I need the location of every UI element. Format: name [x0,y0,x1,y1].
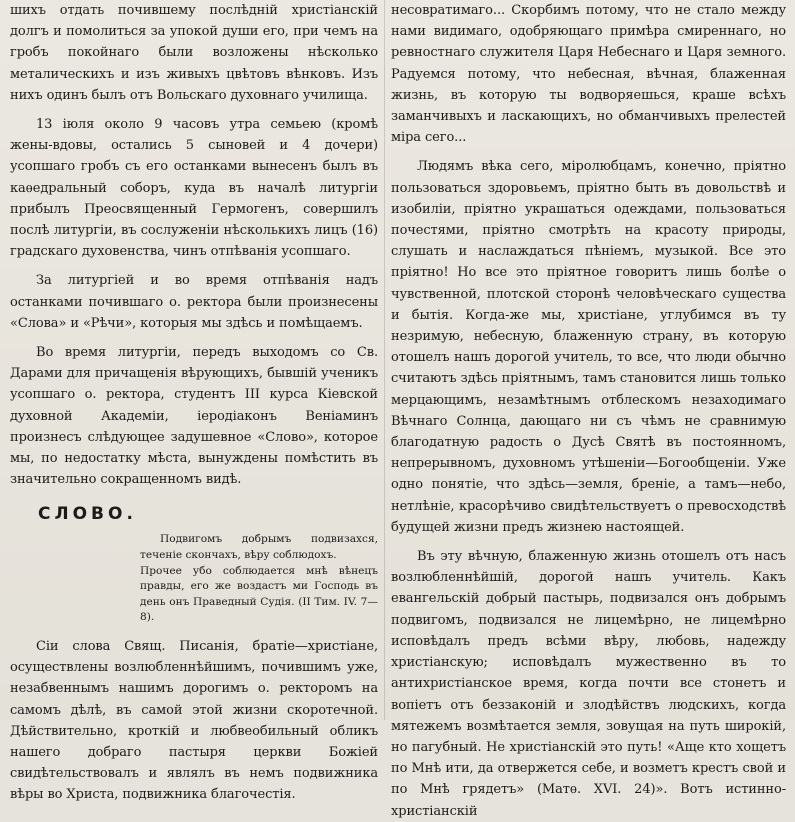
paragraph-funeral-procession: 13 іюля около 9 часовъ утра семьею (кромѣ жены-вдовы, остались 5 сыновей и 4 дочери) усопшаго гробъ съ его останками вынесенъ былъ въ каѳедральный соборъ, куда въ началѣ литургіи прибылъ Преосвященный Гермогенъ, совершилъ послѣ литургіи, въ сослуженіи нѣсколькихъ лицъ (16) градскаго духовенства, чинъ отпѣванія усопшаго. [10,117,378,260]
epigraph-continuation: Прочее убо соблюдается мнѣ вѣнецъ правды, его же воздастъ ми Господь въ день онъ Праведный Судія. (II Тим. IV. 7—8). [140,564,378,624]
epigraph-first-line: Подвигомъ добрымъ подвизахся, теченіе скончахъ, вѣру соблюдохъ. [140,533,378,562]
sermon-heading: СЛОВО. [38,504,137,525]
left-column [10,0,378,806]
right-column [391,0,786,822]
paragraph-sermon-opening: Сіи слова Свящ. Писанія, братіе—христіане, осуществлены возлюбленнѣйшимъ, почившимъ уже, незабвеннымъ нашимъ дорогимъ о. ректоромъ на самомъ дѣлѣ, въ самой этой жизни скоротечной. Дѣйствительно, кроткій и любвеобильный обликъ нашего добраго пастыря церкви Божіей свидѣтельствовалъ и являлъ въ немъ подвижника вѣры во Христа, подвижника благочестія. [10,639,378,803]
paragraph-worldly-pleasures: Людямъ вѣка сего, міролюбцамъ, конечно, пріятно пользоваться здоровьемъ, пріятно быть въ довольствѣ и изобиліи, пріятно украшаться одеждами, пользоваться почестями, пріятно смотрѣть на красоту природы, слушать и наслаждаться пѣніемъ, музыкой. Все это пріятно! Но все это пріятное говоритъ лишь болѣе о чувственной, плотской сторонѣ человѣческаго существа и бытія. Когда-же мы, христіане, углубимся въ ту незримую, небесную, блаженную страну, въ которую отошелъ нашъ дорогой учитель, то все, что люди обычно считаютъ здѣсь пріятнымъ, тамъ становится лишь только мерцающимъ, незамѣтнымъ отблескомъ незаходимаго Вѣчнаго Солнца, дающаго ни съ чѣмъ не сравнимую благодатную радость о Дусѣ Святѣ въ постоянномъ, непрерывномъ, духовномъ утѣшеніи—Богообщеніи. Уже одно понятіе, что здѣсь—земля, бреніе, а тамъ—небо, нетлѣніе, красорѣчиво свидѣтельствуетъ о превосходствѣ будущей жизни предъ жизнею настоящей. [391,159,786,535]
paragraph-sorrow-joy: несовратимаго... Скорбимъ потому, что не стало между нами видимаго, одобряющаго примѣра смиреннаго, но ревностнаго служителя Царя Небеснаго и Царя земного. Радуемся потому, что небесная, вѣчная, блаженная жизнь, въ которую ты водворяешься, краше всѣхъ заманчивыхъ и ласкающихъ, но обманчивыхъ прелестей міра сего... [391,3,786,146]
paragraph-funeral-wreaths: шихъ отдать почившему послѣдній христіанскій долгъ и помолиться за упокой души его, при чемъ на гробъ покойнаго были возложены нѣсколько металическихъ и изъ живыхъ цвѣтовъ вѣнковъ. Изъ нихъ одинъ былъ отъ Вольскаго духовнаго училища. [10,3,378,103]
column-gutter [384,0,385,720]
paragraph-eternal-life: Въ эту вѣчную, блаженную жизнь отошелъ отъ насъ возлюбленнѣйшій, дорогой нашъ учитель. Какъ евангельскій добрый пастырь, подвизался онъ добрымъ подвигомъ, подвизался не лицемѣрно, не лицемѣрно исповѣдалъ предъ всѣми вѣру, любовь, надежду христіанскую; исповѣдалъ мужественно въ то антихристіанское время, когда почти все стонетъ и вопіетъ отъ беззаконій и злодѣйствъ людскихъ, когда мятежемъ возмѣтается земля, зовущая на путь широкій, но пагубный. Не христіанскій это путь! «Аще кто хощетъ по Мнѣ ити, да отвержется себе, и возметъ крестъ свой и по Мнѣ грядетъ» (Матѳ. XVI. 24)». Вотъ истинно-христіанскій [391,549,786,819]
paragraph-liturgy-sermon: Во время литургіи, передъ выходомъ со Св. Дарами для причащенія вѣрующихъ, бывшій ученикъ усопшаго о. ректора, студентъ III курса Кіевской духовной Академіи, іеродіаконъ Веніаминъ произнесъ слѣдующее задушевное «Слово», которое мы, по недостатку мѣста, вынуждены помѣстить въ значительно сокращенномъ видѣ. [10,345,378,488]
sermon-epigraph [140,532,378,626]
paragraph-speeches-intro: За литургіей и во время отпѣванія надъ останками почившаго о. ректора были произнесены «Слова» и «Рѣчи», которыя мы здѣсь и помѣщаемъ. [10,273,378,331]
